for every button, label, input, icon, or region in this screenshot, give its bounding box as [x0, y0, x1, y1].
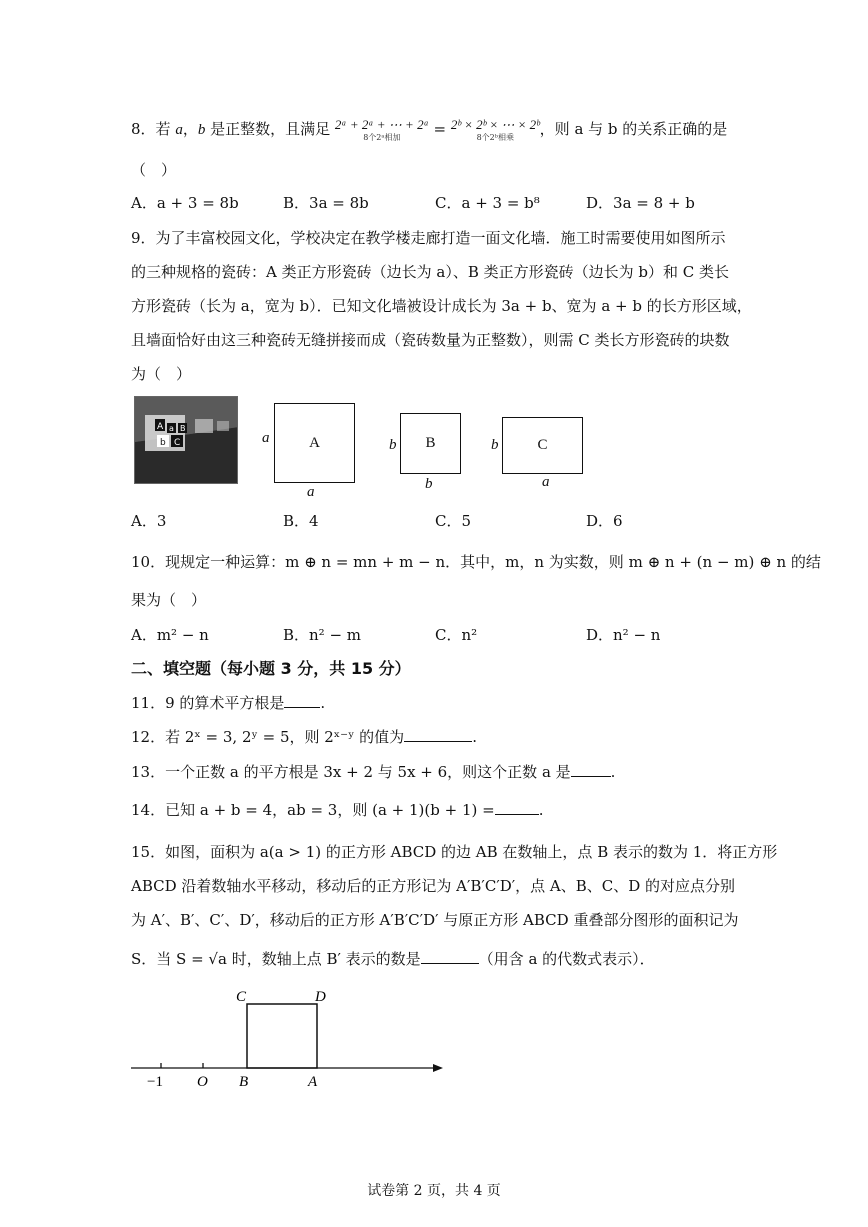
q8-text: 8．若: [131, 120, 176, 138]
q9-option-a: A．3: [131, 512, 167, 530]
q12-answer-blank[interactable]: [404, 727, 472, 742]
tile-c-bottom-label: a: [542, 474, 550, 490]
q9-line4: 且墙面恰好由这三种瓷砖无缝拼接而成（瓷砖数量为正整数），则需 C 类长方形瓷砖的块数: [131, 331, 730, 349]
tile-a-label: A: [309, 434, 320, 451]
q8-text: 是正整数，且满足: [205, 120, 331, 138]
culture-wall-photo: [134, 396, 238, 484]
q10-option-a: A．m² − n: [131, 626, 209, 644]
q8-option-c: C．a + 3 = b⁸: [435, 194, 540, 212]
q15-line2: ABCD 沿着数轴水平移动，移动后的正方形记为 A′B′C′D′，点 A、B、C、D 的对应点分别: [131, 877, 736, 895]
label-b: B: [239, 1074, 249, 1090]
q11-text: 11．9 的算术平方根是: [131, 694, 285, 712]
q11-answer-blank[interactable]: [284, 693, 320, 708]
q8-rhs-note: 8个2ᵇ相乘: [476, 133, 514, 142]
photo-letter-b: b: [160, 438, 166, 448]
square-abcd: [247, 1004, 317, 1068]
section-heading: 二、填空题（每小题 3 分，共 15 分）: [131, 659, 411, 678]
q8-option-a: A．a + 3 = 8b: [131, 194, 239, 212]
q12-period: .: [472, 728, 477, 746]
q10-line2: 果为（ ）: [131, 591, 207, 609]
tile-a-side-label: a: [262, 430, 270, 446]
q9-option-c: C．5: [435, 512, 472, 530]
label-c: C: [236, 989, 247, 1005]
photo-illustration: [135, 397, 238, 484]
q10-option-d: D．n² − n: [586, 626, 661, 644]
q12: [131, 727, 477, 747]
q8-option-d: D．3a = 8 + b: [586, 194, 695, 212]
q14-answer-blank[interactable]: [495, 800, 539, 815]
q14-period: .: [538, 801, 544, 819]
label-o: O: [197, 1074, 208, 1090]
q11: [131, 693, 325, 713]
q8-option-b: B．3a = 8b: [283, 194, 369, 212]
photo-letter-c: C: [174, 438, 181, 448]
q15-answer-blank[interactable]: [421, 949, 479, 964]
q8-lhs: [335, 118, 429, 142]
q11-period: .: [320, 694, 326, 712]
q15-tail: （用含 a 的代数式表示）．: [478, 950, 655, 968]
q8-rhs-expr: 2ᵇ × 2ᵇ × ⋯ × 2ᵇ: [450, 117, 540, 132]
q13: [131, 762, 615, 782]
photo-letter-a: a: [169, 424, 174, 433]
tile-c-label: C: [537, 437, 548, 453]
q8-text: ，则 a 与 b 的关系正确的是: [539, 120, 728, 138]
q8-text: ，: [182, 120, 198, 138]
page-footer: 试卷第 2 页，共 4 页: [367, 1183, 501, 1199]
q8-lhs-expr: 2ᵃ + 2ᵃ + ⋯ + 2ᵃ: [334, 117, 429, 132]
q9-line5: 为（ ）: [131, 365, 192, 383]
photo-letter-a-cap: A: [157, 422, 164, 432]
number-line-figure: [125, 982, 455, 1092]
q15-line1: 15．如图，面积为 a(a > 1) 的正方形 ABCD 的边 AB 在数轴上，点 B 表示的数为 1．将正方形: [131, 843, 778, 861]
q15-line3: 为 A′、B′、C′、D′，移动后的正方形 A′B′C′D′ 与原正方形 ABCD 重叠部分图形的面积记为: [131, 911, 739, 929]
q9-line1: 9．为了丰富校园文化，学校决定在教学楼走廊打造一面文化墙．施工时需要使用如图所示: [131, 229, 726, 247]
tile-b-label: B: [425, 435, 436, 451]
tile-b: [400, 413, 461, 474]
tile-c: [502, 417, 583, 474]
q13-text: 13．一个正数 a 的平方根是 3x + 2 与 5x + 6，则这个正数 a 是: [131, 763, 571, 781]
label-minus1: −1: [147, 1074, 163, 1090]
photo-letter-b-cap: B: [180, 424, 186, 433]
q8-lhs-note: 8个2ᵃ相加: [363, 133, 401, 142]
tile-b-side-label: b: [389, 437, 397, 453]
tile-c-side-label: b: [491, 437, 499, 453]
q8-rhs: [451, 118, 540, 142]
q8-eq: =: [428, 120, 451, 138]
q9-option-d: D．6: [586, 512, 623, 530]
axis-arrow-icon: [433, 1064, 443, 1072]
q15-line4: [131, 949, 655, 969]
q12-text: 12．若 2ˣ = 3, 2ʸ = 5，则 2ˣ⁻ʸ 的值为: [131, 728, 405, 746]
q8-var-a: a: [175, 122, 183, 138]
label-a: A: [308, 1074, 318, 1090]
q8-line1: [131, 118, 727, 142]
q10-line1: 10．现规定一种运算：m ⊕ n = mn + m − n．其中，m，n 为实数，则 m ⊕ n + (n − m) ⊕ n 的结: [131, 553, 821, 571]
q9-line3: 方形瓷砖（长为 a，宽为 b）．已知文化墙被设计成长为 3a + b、宽为 a + b 的长方形区域，: [131, 297, 752, 315]
q13-period: .: [610, 763, 616, 781]
q8-paren: （ ）: [131, 161, 177, 179]
q9-line2: 的三种规格的瓷砖：A 类正方形瓷砖（边长为 a）、B 类正方形瓷砖（边长为 b）和 C 类长: [131, 263, 729, 281]
tile-b-bottom-label: b: [425, 476, 433, 492]
q10-option-c: C．n²: [435, 626, 478, 644]
q9-option-b: B．4: [283, 512, 319, 530]
tile-a-bottom-label: a: [307, 484, 315, 500]
label-d: D: [315, 989, 326, 1005]
tile-a: [274, 403, 355, 483]
q14: [131, 800, 543, 820]
q13-answer-blank[interactable]: [571, 762, 611, 777]
q14-text: 14．已知 a + b = 4，ab = 3，则 (a + 1)(b + 1) =: [131, 801, 495, 819]
q10-option-b: B．n² − m: [283, 626, 362, 644]
q8-var-b: b: [197, 122, 206, 138]
q15-line4-text: S．当 S = √a 时，数轴上点 B′ 表示的数是: [131, 950, 421, 968]
